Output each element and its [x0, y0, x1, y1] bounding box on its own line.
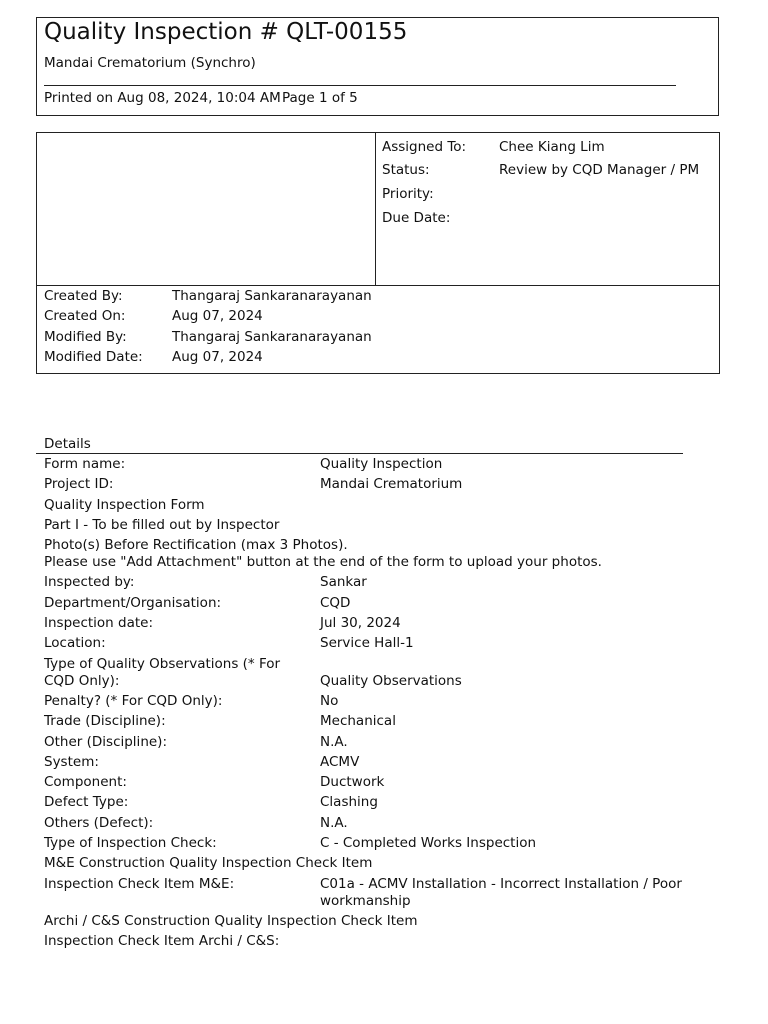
detail-value: Mechanical — [320, 713, 396, 730]
detail-label: Department/Organisation: — [44, 594, 222, 611]
detail-row — [44, 713, 684, 730]
summary-divider — [37, 285, 719, 286]
detail-value: Service Hall-1 — [320, 635, 414, 652]
modified-by-label: Modified By: — [44, 329, 127, 345]
priority-label: Priority: — [382, 186, 434, 202]
detail-text: M&E Construction Quality Inspection Check Item — [44, 855, 373, 872]
detail-value: Mandai Crematorium — [320, 476, 463, 493]
detail-row — [44, 476, 684, 493]
detail-value: C - Completed Works Inspection — [320, 835, 537, 852]
detail-value — [320, 933, 684, 950]
document-title: Quality Inspection # QLT-00155 — [44, 19, 408, 45]
detail-row — [44, 595, 684, 612]
detail-row — [44, 615, 684, 632]
status-label: Status: — [382, 162, 430, 178]
detail-row — [44, 517, 684, 534]
detail-label: Other (Discipline): — [44, 733, 167, 750]
created-on-label: Created On: — [44, 308, 126, 324]
detail-value: N.A. — [320, 814, 348, 831]
detail-text: Part I - To be filled out by Inspector — [44, 516, 280, 533]
detail-label: Project ID: — [44, 476, 114, 493]
detail-label: Defect Type: — [44, 794, 129, 811]
detail-row — [44, 693, 684, 710]
modified-date-value: Aug 07, 2024 — [172, 349, 263, 365]
printed-timestamp: Printed on Aug 08, 2024, 10:04 AM — [44, 90, 281, 106]
header-divider — [44, 85, 676, 86]
detail-value: Sankar — [320, 574, 367, 591]
detail-label: Component: — [44, 774, 127, 791]
detail-row — [44, 815, 684, 832]
detail-value: No — [320, 692, 339, 709]
detail-value: Clashing — [320, 794, 378, 811]
detail-row — [44, 497, 684, 514]
project-subtitle: Mandai Crematorium (Synchro) — [44, 55, 256, 71]
assigned-to-value: Chee Kiang Lim — [499, 139, 605, 155]
detail-label: Penalty? (* For CQD Only): — [44, 692, 223, 709]
modified-by-value: Thangaraj Sankaranarayanan — [172, 329, 372, 345]
created-by-label: Created By: — [44, 288, 123, 304]
assignment-panel — [376, 133, 719, 286]
detail-row — [44, 537, 684, 571]
detail-value: Jul 30, 2024 — [320, 615, 401, 632]
detail-text: Quality Inspection Form — [44, 496, 205, 513]
created-on-value: Aug 07, 2024 — [172, 308, 263, 324]
details-divider — [36, 453, 683, 454]
detail-label: Location: — [44, 635, 106, 652]
due-date-label: Due Date: — [382, 210, 451, 226]
detail-label: Inspection Check Item M&E: — [44, 875, 235, 892]
assigned-to-label: Assigned To: — [382, 139, 467, 155]
report-header — [36, 17, 719, 116]
detail-value: C01a - ACMV Installation - Incorrect Installation / Poor workmanship — [320, 875, 682, 909]
detail-row — [44, 794, 684, 811]
image-placeholder — [37, 133, 376, 286]
detail-row — [44, 774, 684, 791]
detail-row — [44, 656, 684, 690]
detail-text: Photo(s) Before Rectification (max 3 Photos). Please use "Add Attachment" button at the end of the form to upload your photos. — [44, 537, 602, 571]
detail-row — [44, 835, 684, 852]
detail-label: System: — [44, 753, 99, 770]
detail-row — [44, 933, 684, 950]
details-list — [44, 456, 684, 954]
detail-value: Ductwork — [320, 774, 385, 791]
detail-row — [44, 574, 684, 591]
detail-row — [44, 635, 684, 652]
detail-label: Inspection date: — [44, 615, 154, 632]
detail-label: Inspection Check Item Archi / C&S: — [44, 933, 280, 950]
detail-label: Type of Quality Observations (* For CQD Only): — [44, 655, 281, 689]
detail-label: Inspected by: — [44, 574, 135, 591]
detail-text: Archi / C&S Construction Quality Inspection Check Item — [44, 912, 418, 929]
created-by-value: Thangaraj Sankaranarayanan — [172, 288, 372, 304]
summary-box — [36, 132, 720, 374]
detail-value: CQD — [320, 594, 351, 611]
page-indicator: Page 1 of 5 — [282, 90, 358, 106]
detail-row — [44, 734, 684, 751]
detail-label: Form name: — [44, 456, 126, 472]
detail-value: N.A. — [320, 733, 348, 750]
detail-row — [44, 754, 684, 771]
detail-value: Quality Observations — [320, 672, 462, 689]
detail-label: Type of Inspection Check: — [44, 835, 217, 852]
detail-row — [44, 913, 684, 930]
detail-value: Quality Inspection — [320, 456, 443, 472]
modified-date-label: Modified Date: — [44, 349, 143, 365]
detail-label: Trade (Discipline): — [44, 713, 166, 730]
detail-label: Others (Defect): — [44, 814, 154, 831]
detail-row — [44, 855, 684, 872]
detail-value: ACMV — [320, 753, 360, 770]
detail-row — [44, 456, 684, 473]
detail-row — [44, 876, 684, 910]
status-value: Review by CQD Manager / PM — [499, 162, 700, 178]
details-heading: Details — [44, 436, 91, 452]
